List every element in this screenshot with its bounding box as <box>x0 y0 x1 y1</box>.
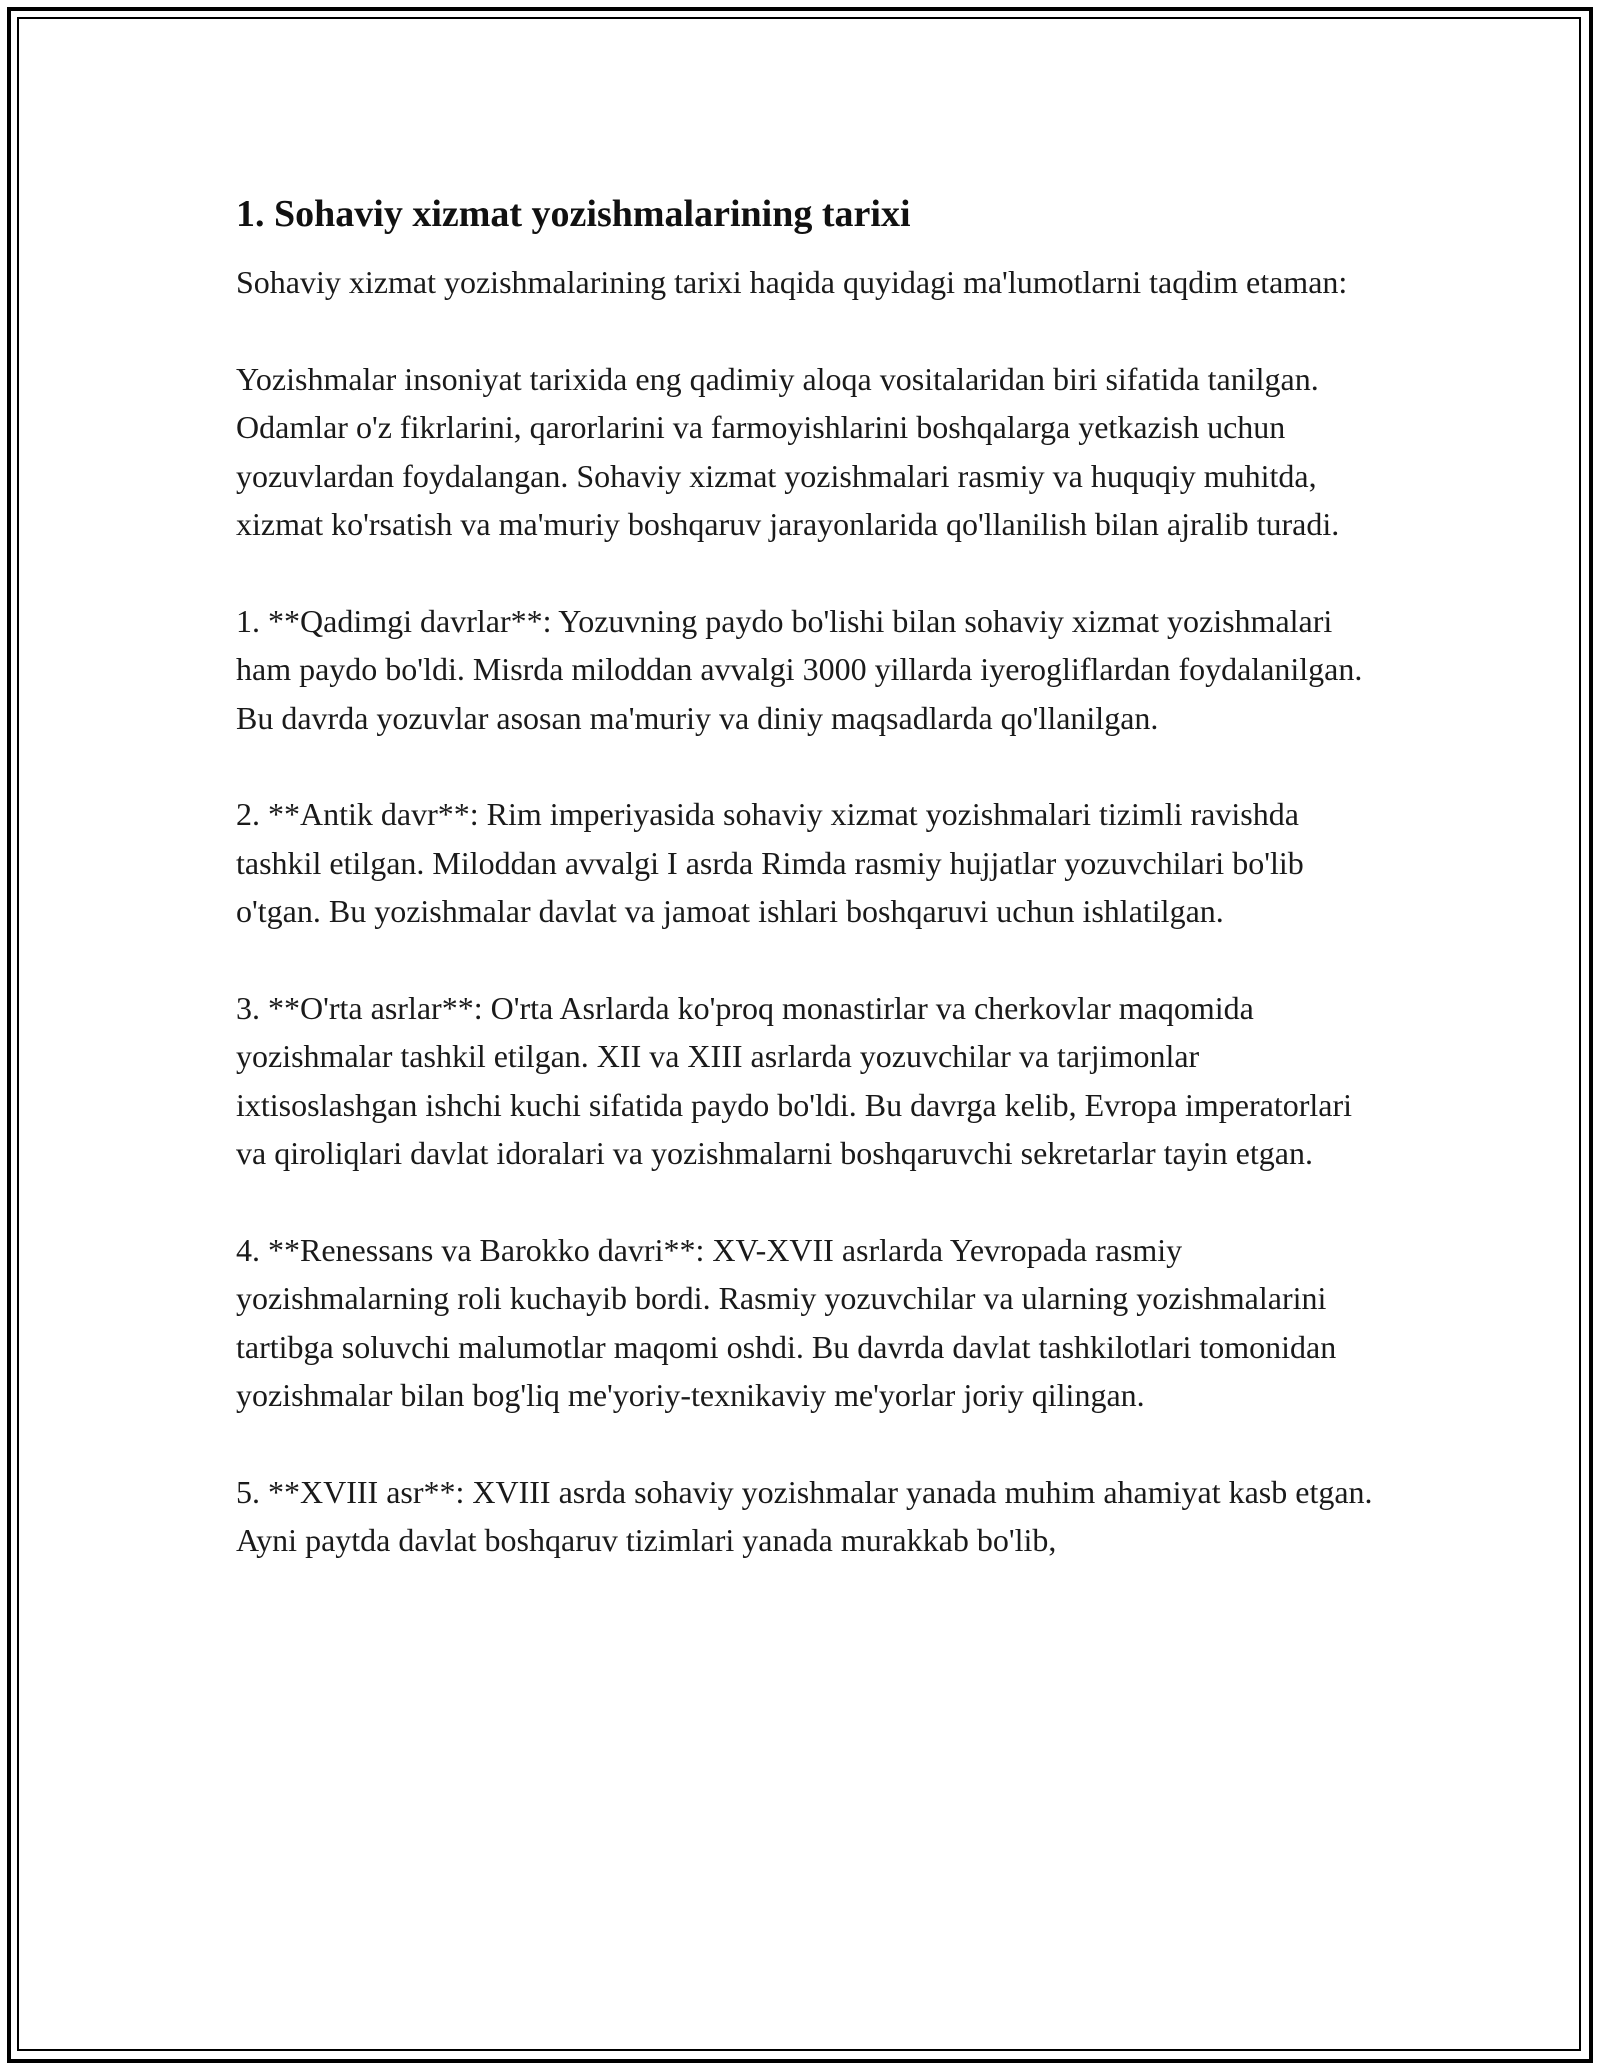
document-title: 1. Sohaviy xizmat yozishmalarining tarixi <box>236 193 911 235</box>
intro-paragraph: Sohaviy xizmat yozishmalarining tarixi haqida quyidagi ma'lumotlarni taqdim etaman: <box>236 264 1348 300</box>
document-page <box>236 186 1386 1565</box>
middle-ages-paragraph: 3. **O'rta asrlar**: O'rta Asrlarda ko'proq monastirlar va cherkovlar maqomida yozishmalar tashkil etilgan. XII va XIII asrlarda yozuvchilar va tarjimonlar ixtisoslashgan ishchi kuchi sifatida paydo bo'ldi. Bu davrga kelib, Evropa imperatorlari va qiroliqlari davlat idoralari va yozishmalarni boshqaruvchi sekretarlar tayin etgan. <box>236 989 1353 1171</box>
antique-period-paragraph: 2. **Antik davr**: Rim imperiyasida sohaviy xizmat yozishmalari tizimli ravishda tashkil etilgan. Miloddan avvalgi I asrda Rimda rasmiy hujjatlar yozuvchilari bo'lib o'tgan. Bu yozishmalar davlat va jamoat ishlari boshqaruvi uchun ishlatilgan. <box>236 796 1304 929</box>
overview-paragraph: Yozishmalar insoniyat tarixida eng qadimiy aloqa vositalaridan biri sifatida tanilgan. Odamlar o'z fikrlarini, qarorlarini va farmoyishlarini boshqalarga yetkazish uchun yozuvlardan foydalangan. Sohaviy xizmat yozishmalari rasmiy va huquqiy muhitda, xizmat ko'rsatish va ma'muriy boshqaruv jarayonlarida qo'llanilish bilan ajralib turadi. <box>236 360 1340 542</box>
eighteenth-century-paragraph: 5. **XVIII asr**: XVIII asrda sohaviy yozishmalar yanada muhim ahamiyat kasb etgan. Ayni paytda davlat boshqaruv tizimlari yanada murakkab bo'lib, <box>236 1473 1373 1558</box>
renaissance-baroque-paragraph: 4. **Renessans va Barokko davri**: XV-XVII asrlarda Yevropada rasmiy yozishmalarning roli kuchayib bordi. Rasmiy yozuvchilar va ularning yozishmalarini tartibga soluvchi malumotlar maqomi oshdi. Bu davrda davlat tashkilotlari tomonidan yozishmalar bilan bog'liq me'yoriy-texnikaviy me'yorlar joriy qilingan. <box>236 1231 1337 1413</box>
ancient-period-paragraph: 1. **Qadimgi davrlar**: Yozuvning paydo bo'lishi bilan sohaviy xizmat yozishmalari ham paydo bo'ldi. Misrda miloddan avvalgi 3000 yillarda iyerogliflardan foydalanilgan. Bu davrda yozuvlar asosan ma'muriy va diniy maqsadlarda qo'llanilgan. <box>236 602 1363 736</box>
